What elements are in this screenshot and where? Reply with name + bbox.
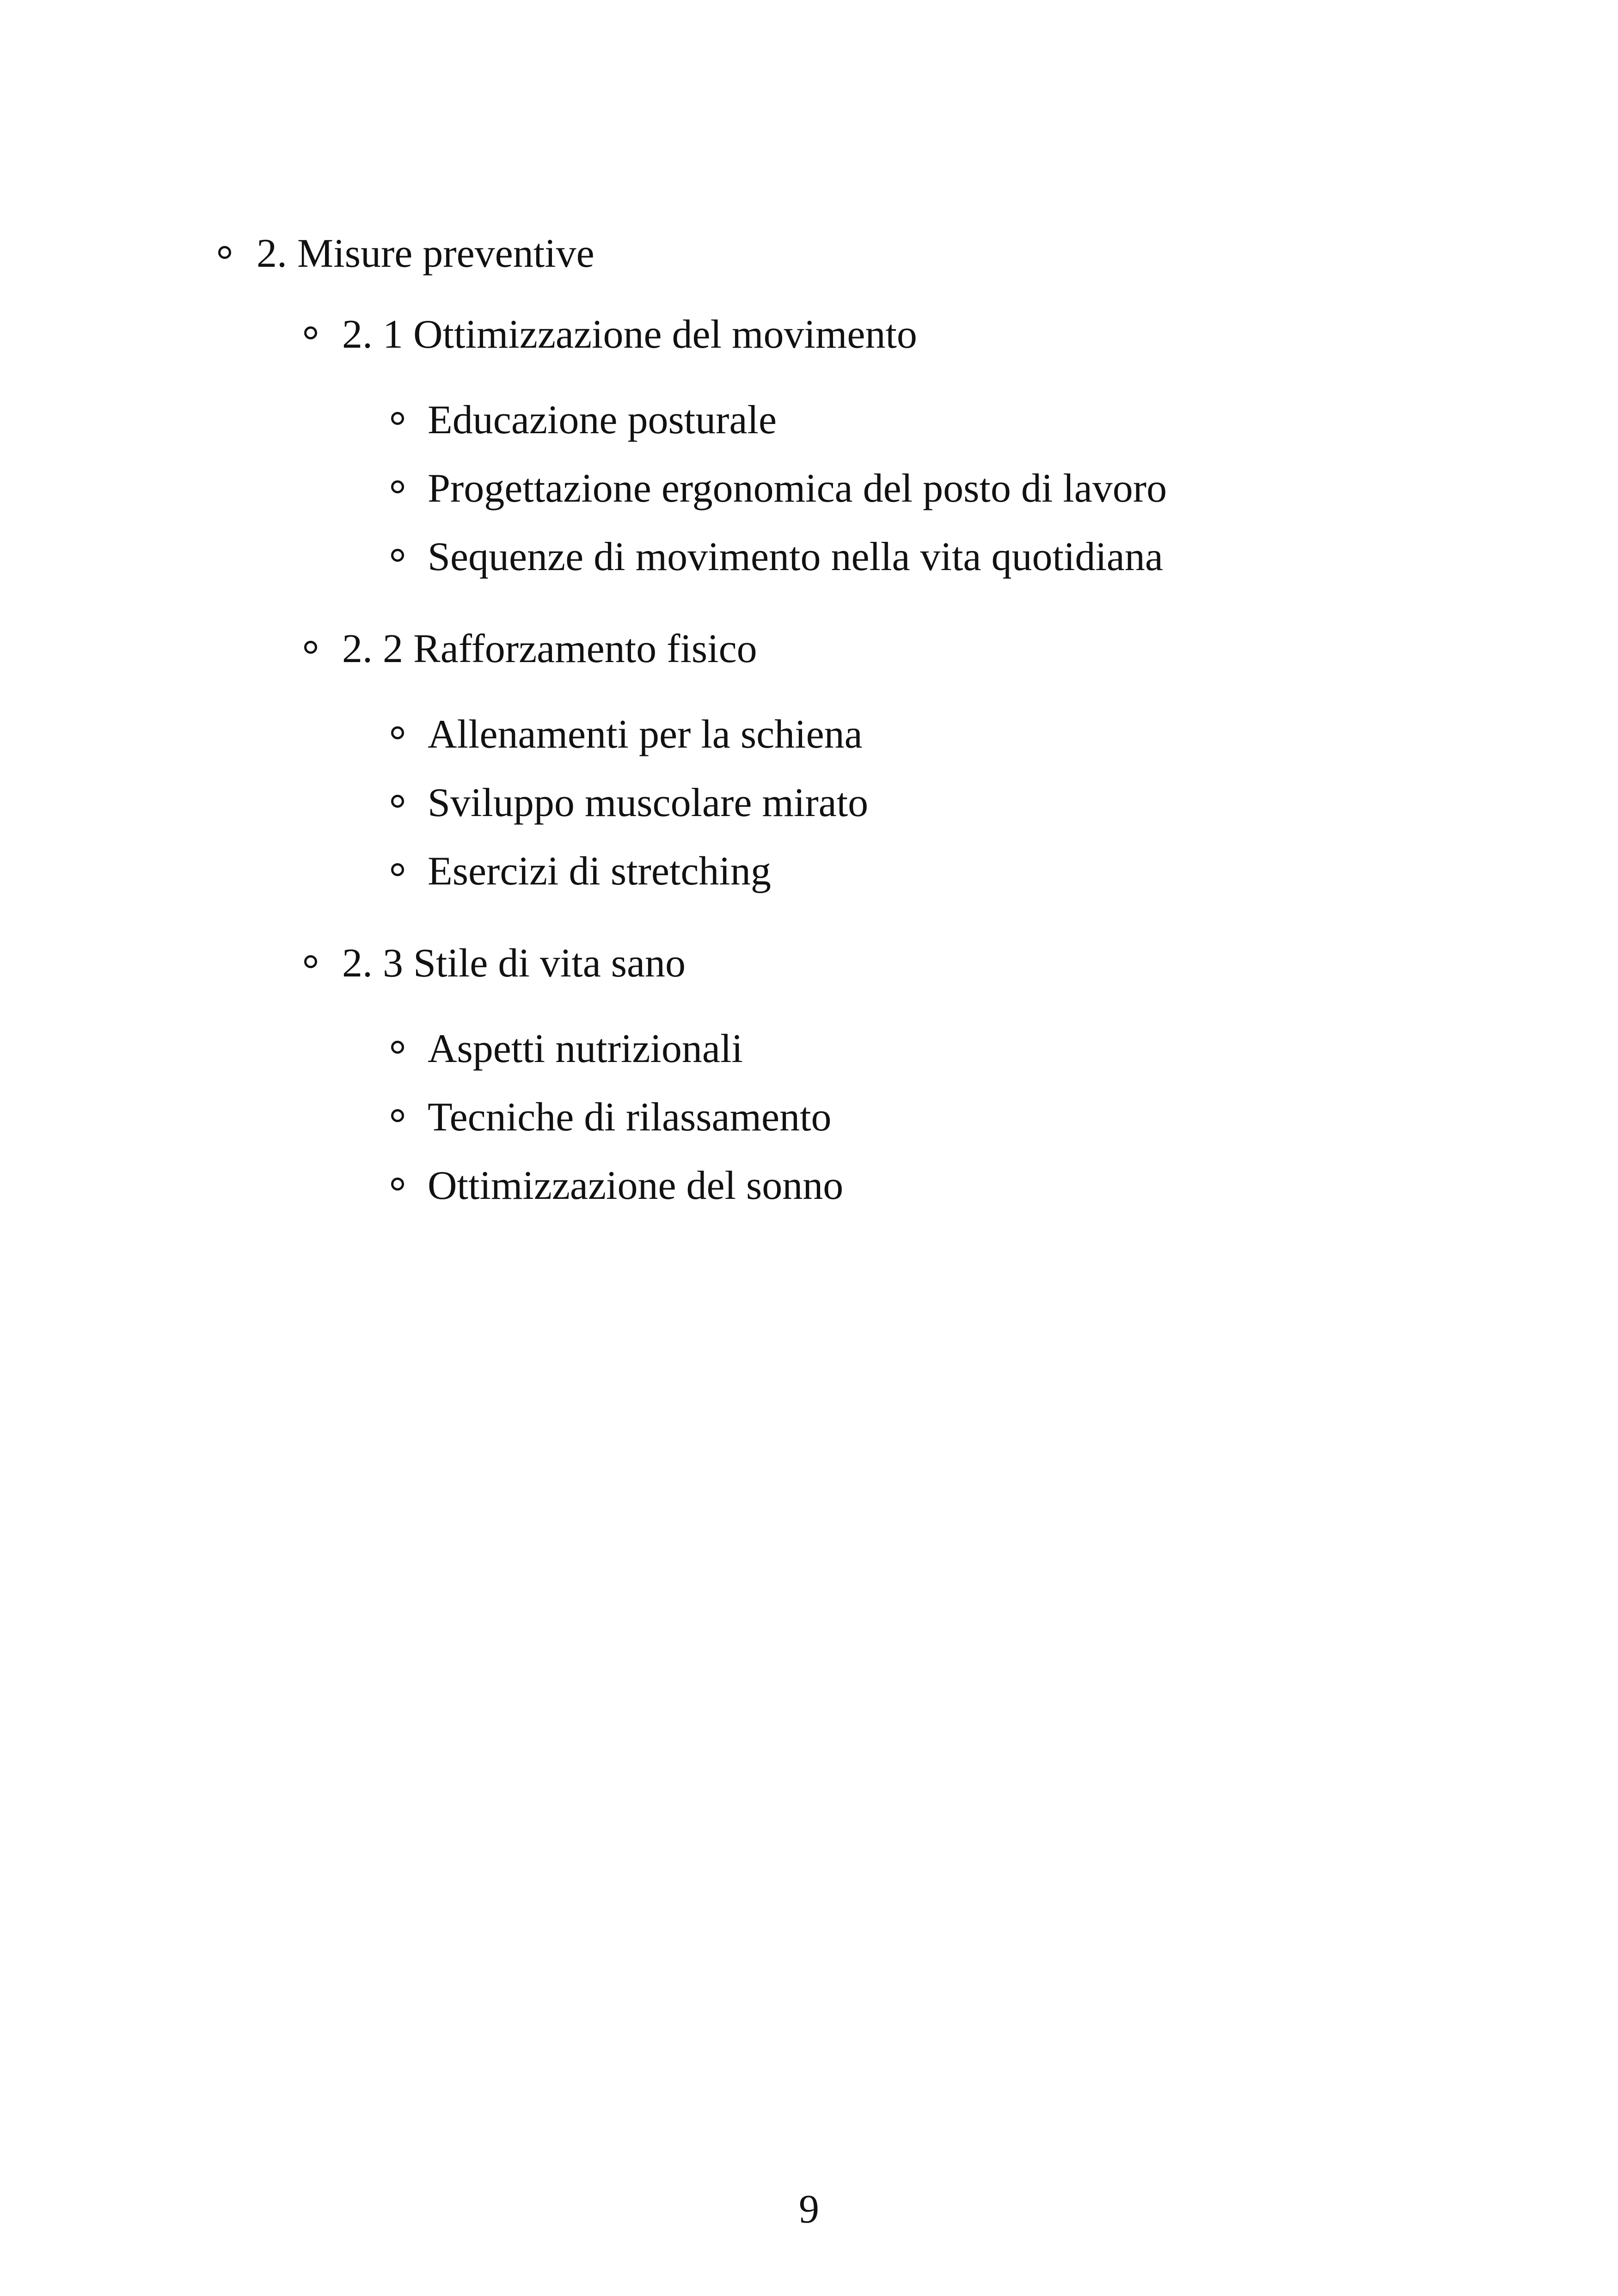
list-item: Allenamenti per la schiena [428,712,863,757]
circle-bullet-icon [391,863,404,876]
circle-bullet-icon [391,1041,404,1054]
circle-bullet-icon [391,1109,404,1122]
list-item: Educazione posturale [428,398,777,442]
section-title: 2. 1 Ottimizzazione del movimento [342,312,917,357]
list-item: Ottimizzazione del sonno [428,1163,844,1208]
section-title: 2. 2 Rafforzamento fisico [342,626,757,671]
list-item: Aspetti nutrizionali [428,1026,743,1071]
list-item: Tecniche di rilassamento [428,1095,832,1140]
page-number: 9 [799,2187,819,2232]
circle-bullet-icon [391,795,404,808]
circle-bullet-icon [304,955,317,968]
list-item: Sequenze di movimento nella vita quotidiana [428,534,1163,579]
circle-bullet-icon [391,480,404,493]
list-item: Esercizi di stretching [428,849,771,894]
circle-bullet-icon [304,326,317,339]
circle-bullet-icon [218,246,231,259]
outline-heading: 2. Misure preventive [257,231,594,276]
circle-bullet-icon [391,1178,404,1191]
circle-bullet-icon [391,549,404,562]
list-item: Progettazione ergonomica del posto di lavoro [428,466,1167,511]
list-item: Sviluppo muscolare mirato [428,780,869,825]
circle-bullet-icon [391,412,404,425]
circle-bullet-icon [304,641,317,654]
section-title: 2. 3 Stile di vita sano [342,941,686,986]
circle-bullet-icon [391,726,404,739]
